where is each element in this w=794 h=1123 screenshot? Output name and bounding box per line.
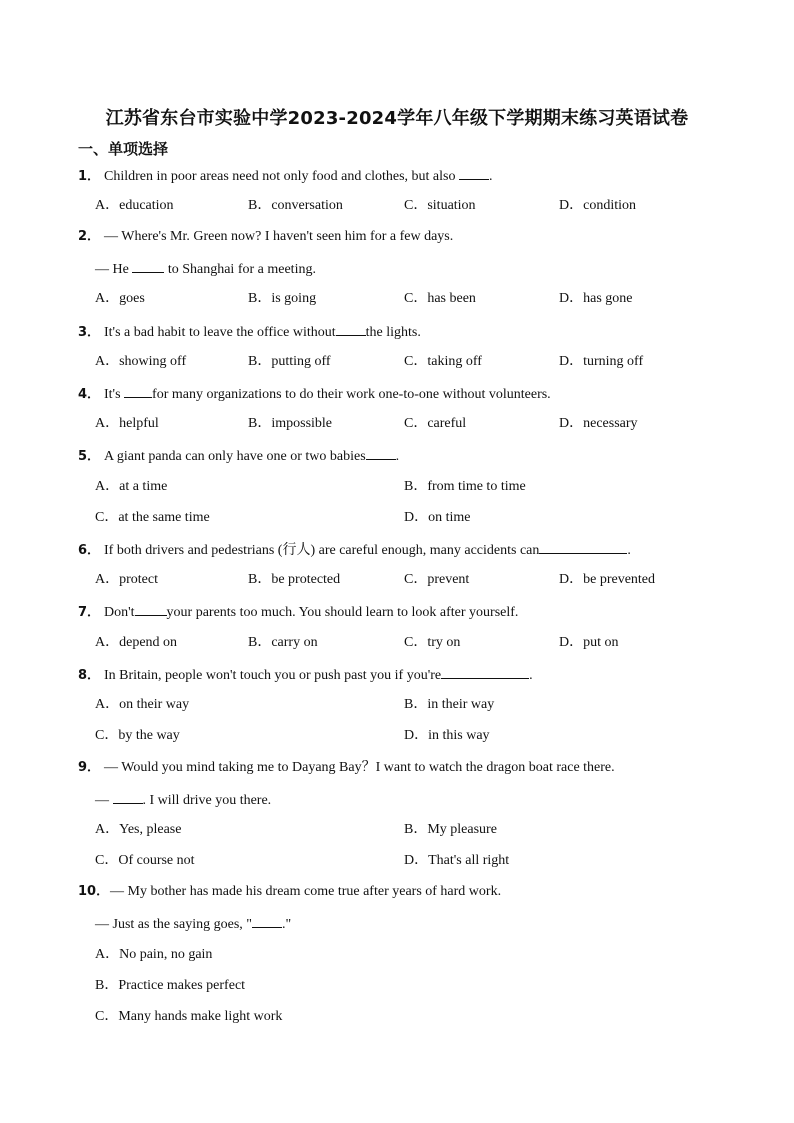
option-b: B．from time to time xyxy=(404,479,526,494)
question-text: — My bother has made his dream come true after years of hard work. xyxy=(110,884,502,899)
answer-blank xyxy=(539,540,627,554)
option-a: A．Yes, please xyxy=(95,822,182,837)
option-d: D．be prevented xyxy=(559,572,656,587)
question-9-reply xyxy=(95,790,271,810)
option-a: A．showing off xyxy=(95,354,187,369)
answer-blank xyxy=(459,166,489,180)
question-2 xyxy=(78,228,453,246)
question-9 xyxy=(78,759,615,777)
question-text-end: . I will drive you there. xyxy=(142,793,272,808)
answer-blank xyxy=(441,665,529,679)
question-text: — Where's Mr. Green now? I haven't seen him for a few days. xyxy=(104,229,454,244)
option-d: D．condition xyxy=(559,198,636,213)
option-b: B．impossible xyxy=(248,416,333,431)
page-title: 江苏省东台市实验中学2023-2024学年八年级下学期期末练习英语试卷 xyxy=(105,108,689,129)
answer-blank xyxy=(252,914,282,928)
question-text-end: . xyxy=(627,543,631,558)
question-text: If both drivers and pedestrians (行人) are careful enough, many accidents can xyxy=(104,543,540,558)
option-c: C．Many hands make light work xyxy=(95,1009,283,1024)
section-heading: 一、单项选择 xyxy=(78,140,169,158)
question-text: In Britain, people won't touch you or push past you if you're xyxy=(104,668,442,683)
option-d: D．turning off xyxy=(559,354,644,369)
question-number: 8． xyxy=(78,668,101,683)
question-text: Children in poor areas need not only food and clothes, but also xyxy=(104,169,459,184)
option-a: A．goes xyxy=(95,291,145,306)
question-number: 3． xyxy=(78,325,101,340)
option-d: D．on time xyxy=(404,510,471,525)
question-number: 6． xyxy=(78,543,101,558)
question-text-end: for many organizations to do their work one-to-one without volunteers. xyxy=(152,387,551,402)
option-b: B．Practice makes perfect xyxy=(95,978,246,993)
question-10 xyxy=(78,883,501,901)
answer-blank xyxy=(124,384,152,398)
answer-blank xyxy=(135,602,167,616)
option-a: A．at a time xyxy=(95,479,168,494)
question-text-end: your parents too much. You should learn to look after yourself. xyxy=(166,605,519,620)
question-number: 7． xyxy=(78,605,101,620)
option-d: D．That's all right xyxy=(404,853,510,868)
question-4 xyxy=(78,384,551,404)
question-text-end: the lights. xyxy=(365,325,421,340)
answer-blank xyxy=(366,446,396,460)
question-text-end: . xyxy=(488,169,493,184)
option-c: C．prevent xyxy=(404,572,470,587)
question-text: — Would you mind taking me to Dayang Bay？I want to watch the dragon boat race there. xyxy=(104,760,615,775)
option-c: C．at the same time xyxy=(95,510,210,525)
question-10-reply xyxy=(95,914,291,934)
option-c: C．try on xyxy=(404,635,461,650)
option-c: C．has been xyxy=(404,291,476,306)
option-d: D．put on xyxy=(559,635,619,650)
question-number: 9． xyxy=(78,760,101,775)
question-text: Don't xyxy=(104,605,135,620)
option-b: B．putting off xyxy=(248,354,331,369)
question-text: It's a bad habit to leave the office without xyxy=(104,325,336,340)
option-c: C．taking off xyxy=(404,354,482,369)
question-number: 4． xyxy=(78,387,101,402)
option-c: C．by the way xyxy=(95,728,180,743)
option-d: D．in this way xyxy=(404,728,490,743)
question-text-end: to Shanghai for a meeting. xyxy=(164,262,316,277)
question-3 xyxy=(78,322,421,342)
question-text: — Just as the saying goes, " xyxy=(95,917,252,932)
option-d: D．necessary xyxy=(559,416,638,431)
question-6 xyxy=(78,540,631,560)
option-b: B．be protected xyxy=(248,572,341,587)
question-number: 1． xyxy=(78,169,101,184)
question-number: 5． xyxy=(78,449,101,464)
question-text: It's xyxy=(104,387,125,402)
answer-blank xyxy=(336,322,366,336)
question-2-reply xyxy=(95,259,316,279)
question-text: — xyxy=(95,793,113,808)
answer-blank xyxy=(132,259,164,273)
option-a: A．education xyxy=(95,198,174,213)
option-c: C．situation xyxy=(404,198,476,213)
option-a: A．depend on xyxy=(95,635,178,650)
question-text: A giant panda can only have one or two babies xyxy=(104,449,366,464)
option-b: B．carry on xyxy=(248,635,318,650)
question-8 xyxy=(78,665,533,685)
option-b: B．in their way xyxy=(404,697,495,712)
question-number: 10． xyxy=(78,884,110,899)
option-b: B．My pleasure xyxy=(404,822,497,837)
question-text: — He xyxy=(95,262,133,277)
question-1 xyxy=(78,166,492,186)
option-c: C．Of course not xyxy=(95,853,195,868)
option-a: A．helpful xyxy=(95,416,159,431)
answer-blank xyxy=(113,790,143,804)
question-number: 2． xyxy=(78,229,101,244)
option-b: B．is going xyxy=(248,291,317,306)
question-text-end: . xyxy=(529,668,533,683)
question-5 xyxy=(78,446,399,466)
question-text-end: ." xyxy=(281,917,292,932)
option-a: A．on their way xyxy=(95,697,190,712)
option-a: A．No pain, no gain xyxy=(95,947,213,962)
option-c: C．careful xyxy=(404,416,467,431)
question-7 xyxy=(78,602,518,622)
option-d: D．has gone xyxy=(559,291,633,306)
option-a: A．protect xyxy=(95,572,158,587)
option-b: B．conversation xyxy=(248,198,343,213)
question-text-end: . xyxy=(395,449,400,464)
